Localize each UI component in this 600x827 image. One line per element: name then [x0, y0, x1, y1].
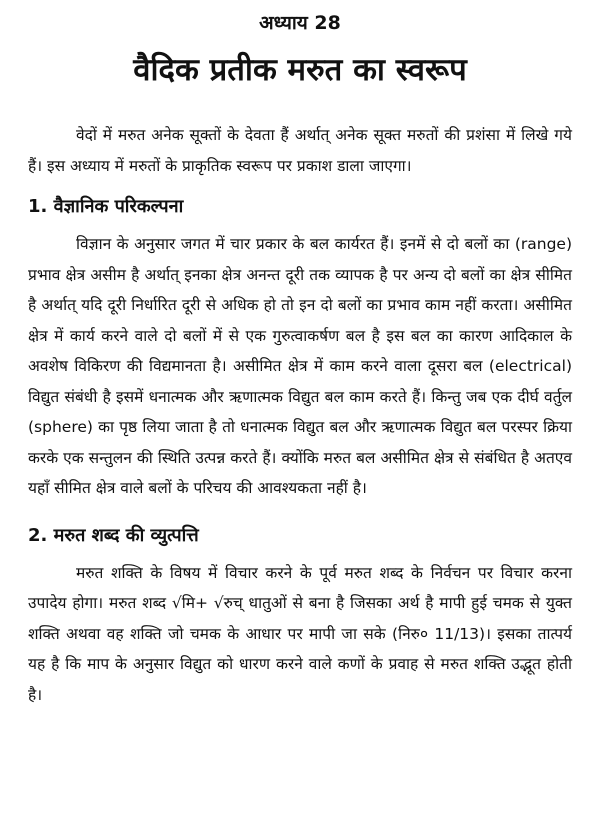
section-heading-scientific-hypothesis: 1. वैज्ञानिक परिकल्पना: [28, 196, 184, 217]
chapter-title: वैदिक प्रतीक मरुत का स्वरूप: [133, 52, 467, 88]
section-body-scientific-hypothesis: विज्ञान के अनुसार जगत में चार प्रकार के बल कार्यरत हैं। इनमें से दो बलों का (range) प्रभाव क्षेत्र असीम है अर्थात् इनका क्षेत्र अनन्त दूरी तक व्यापक है पर अन्य दो बलों का क्षेत्र सीमित है अर्थात् यदि दूरी निर्धारित दूरी से अधिक हो तो इन दो बलों का प्रभाव काम नहीं करता। असीमित क्षेत्र में कार्य करने वाले दो बलों में से एक गुरुत्वाकर्षण बल है इस बल का कारण आदिकाल के अवशेष विकिरण की विद्यमानता है। असीमित क्षेत्र में काम करने वाला दूसरा बल (electrical) विद्युत संबंधी है इसमें धनात्मक और ऋणात्मक विद्युत बल काम करते हैं। किन्तु जब एक दीर्घ वर्तुल (sphere) का पृष्ठ लिया जाता है तो धनात्मक विद्युत बल और ऋणात्मक विद्युत बल परस्पर क्रिया करके एक सन्तुलन की स्थिति उत्पन्न करते हैं। क्योंकि मरुत बल असीमित क्षेत्र से संबंधित है अतएव यहाँ सीमित क्षेत्र वाले बलों के परिचय की आवश्यकता नहीं है।: [28, 235, 572, 497]
section-heading-word-etymology: 2. मरुत शब्द की व्युत्पत्ति: [28, 524, 199, 546]
chapter-number: अध्याय 28: [259, 12, 341, 34]
section-body-word-etymology: मरुत शक्ति के विषय में विचार करने के पूर्व मरुत शब्द के निर्वचन पर विचार करना उपादेय होगा। मरुत शब्द √मि+ √रुच् धातुओं से बना है जिसका अर्थ है मापी हुई चमक से युक्त शक्ति अथवा वह शक्ति जो चमक के आधार पर मापी जा सके (निरु० 11/13)। इसका तात्पर्य यह है कि माप के अनुसार विद्युत को धारण करने वाले कणों के प्रवाह से मरुत शक्ति उद्भूत होती है।: [28, 563, 572, 704]
intro-paragraph: वेदों में मरुत अनेक सूक्तों के देवता हैं अर्थात् अनेक सूक्त मरुतों की प्रशंसा में लिखे गये हैं। इस अध्याय में मरुतों के प्राकृतिक स्वरूप पर प्रकाश डाला जाएगा।: [28, 126, 572, 175]
